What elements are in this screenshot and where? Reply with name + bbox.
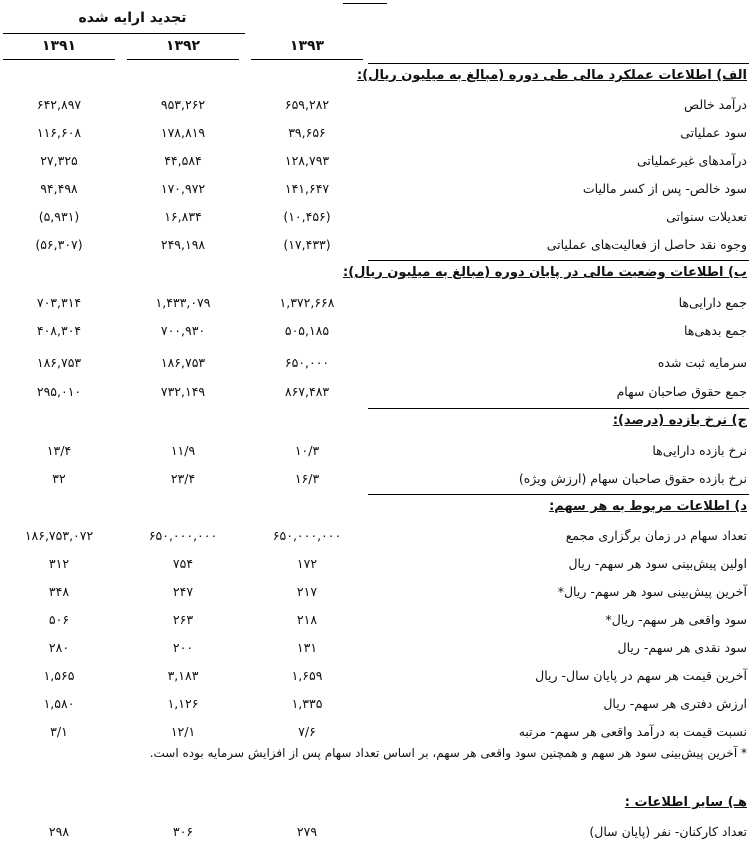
row-label: تعداد سهام در زمان برگزاری مجمع [565, 528, 747, 543]
value-1391: ۳/۱ [50, 724, 68, 739]
value-1392: ۱,۴۳۳,۰۷۹ [155, 295, 211, 310]
table-row [0, 821, 755, 843]
row-label: سرمایه ثبت شده [657, 355, 747, 370]
value-1391: ۶۴۲,۸۹۷ [36, 97, 82, 112]
value-1392: ۷۳۲,۱۴۹ [160, 384, 206, 399]
table-row [0, 122, 755, 144]
value-1393: ۲۱۷ [296, 584, 318, 599]
value-1392: ۷۵۴ [172, 556, 194, 571]
value-1393: ۶۵۰,۰۰۰ [284, 355, 330, 370]
table-row [0, 352, 755, 374]
year-header-1392: ۱۳۹۲ [165, 38, 201, 54]
table-row [0, 665, 755, 687]
value-1393: ۱۴۱,۶۴۷ [284, 181, 330, 196]
row-label: آخرین قیمت هر سهم در پایان سال- ریال [535, 668, 747, 683]
row-label: نسبت قیمت به درآمد واقعی هر سهم- مرتبه [518, 724, 747, 739]
section-d-title: د) اطلاعات مربوط به هر سهم: [549, 499, 747, 514]
value-1393: ۱۷۲ [296, 556, 318, 571]
section-d-topline [368, 494, 749, 495]
table-row [0, 609, 755, 631]
table-row [0, 94, 755, 116]
value-1392: ۳۰۶ [172, 824, 194, 839]
value-1391: ۱۱۶,۶۰۸ [36, 125, 82, 140]
row-label: تعداد کارکنان- نفر (پایان سال) [589, 824, 747, 839]
table-row [0, 553, 755, 575]
value-1392: ۱۷۰,۹۷۲ [160, 181, 206, 196]
value-1391: ۱,۵۸۰ [43, 696, 75, 711]
table-row [0, 320, 755, 342]
value-1391: ۴۰۸,۳۰۴ [36, 323, 82, 338]
value-1393: ۷/۶ [298, 724, 316, 739]
value-1391: ۹۴,۴۹۸ [40, 181, 78, 196]
value-1391: ۳۲ [52, 471, 66, 486]
value-1393: ۲۷۹ [296, 824, 318, 839]
section-c-title: ج) نرخ بازده (درصد): [612, 413, 747, 428]
table-row [0, 721, 755, 743]
row-label: درآمد خالص [684, 97, 747, 112]
value-1392: ۳,۱۸۳ [167, 668, 199, 683]
value-1392: ۶۵۰,۰۰۰,۰۰۰ [148, 528, 218, 543]
table-row [0, 693, 755, 715]
row-label: جمع بدهی‌ها [683, 323, 747, 338]
value-1393: ۶۵۹,۲۸۲ [284, 97, 330, 112]
value-1392: ۴۴,۵۸۴ [164, 153, 202, 168]
row-label: درآمدهای غیرعملیاتی [637, 153, 747, 168]
value-1393: ۱,۳۷۲,۶۶۸ [279, 295, 335, 310]
value-1392: ۱۷۸,۸۱۹ [160, 125, 206, 140]
value-1392: ۹۵۳,۲۶۲ [160, 97, 206, 112]
value-1393: ۱,۳۳۵ [291, 696, 323, 711]
row-label: ارزش دفتری هر سهم- ریال [603, 696, 747, 711]
value-1393: ۳۹,۶۵۶ [288, 125, 326, 140]
footnote: * آخرین پیش‌بینی سود هر سهم و همچنین سود واقعی هر سهم، بر اساس تعداد سهام پس از افزایش سرمایه بوده است. [149, 746, 747, 760]
section-b-topline [368, 260, 749, 261]
value-1393: ۲۱۸ [296, 612, 318, 627]
year-header-1391: ۱۳۹۱ [41, 38, 77, 54]
value-1393: ۱,۶۵۹ [291, 668, 323, 683]
row-label: آخرین پیش‌بینی سود هر سهم- ریال* [557, 584, 747, 599]
value-1392: ۲۶۳ [172, 612, 194, 627]
value-1393: (۱۰,۴۵۶) [283, 209, 331, 224]
value-1393: ۱۰/۳ [294, 443, 320, 458]
section-b-title: ب) اطلاعات وضعیت مالی در پایان دوره (مبالغ به میلیون ریال): [343, 265, 747, 280]
row-label: سود نقدی هر سهم- ریال [617, 640, 747, 655]
value-1391: ۲۹۵,۰۱۰ [36, 384, 82, 399]
value-1392: ۱۱/۹ [170, 443, 196, 458]
row-label: وجوه نقد حاصل از فعالیت‌های عملیاتی [546, 237, 747, 252]
table-row [0, 234, 755, 256]
row-label: نرخ بازده حقوق صاحبان سهام (ارزش ویژه) [518, 471, 747, 486]
year-header-1393: ۱۳۹۳ [289, 38, 325, 54]
value-1393: (۱۷,۴۳۳) [283, 237, 331, 252]
table-row [0, 178, 755, 200]
value-1392: ۲۴۹,۱۹۸ [160, 237, 206, 252]
year-underline [251, 59, 363, 60]
top-rule [343, 3, 387, 4]
row-label: تعدیلات سنواتی [666, 209, 747, 224]
restated-underline [3, 33, 245, 34]
value-1391: ۱۳/۴ [46, 443, 72, 458]
year-underline [3, 59, 115, 60]
value-1391: ۲۷,۳۲۵ [40, 153, 78, 168]
value-1392: ۲۰۰ [172, 640, 194, 655]
value-1391: ۱۸۶,۷۵۳ [36, 355, 82, 370]
value-1393: ۸۶۷,۴۸۳ [284, 384, 330, 399]
table-row [0, 525, 755, 547]
row-label: نرخ بازده دارایی‌ها [652, 443, 747, 458]
value-1392: ۲۴۷ [172, 584, 194, 599]
value-1392: ۱۶,۸۳۴ [164, 209, 202, 224]
value-1391: ۳۴۸ [48, 584, 70, 599]
value-1392: ۱۸۶,۷۵۳ [160, 355, 206, 370]
value-1392: ۱,۱۲۶ [167, 696, 199, 711]
year-underline [127, 59, 239, 60]
table-row [0, 440, 755, 462]
value-1391: ۲۹۸ [48, 824, 70, 839]
row-label: سود واقعی هر سهم- ریال* [605, 612, 747, 627]
row-label: سود خالص- پس از کسر مالیات [582, 181, 747, 196]
value-1393: ۵۰۵,۱۸۵ [284, 323, 330, 338]
value-1391: ۵۰۶ [48, 612, 70, 627]
value-1391: ۱,۵۶۵ [43, 668, 75, 683]
section-e-title: هـ) سایر اطلاعات : [624, 795, 747, 810]
value-1393: ۶۵۰,۰۰۰,۰۰۰ [272, 528, 342, 543]
section-a-topline [368, 63, 749, 64]
value-1393: ۱۶/۳ [294, 471, 320, 486]
table-row [0, 381, 755, 403]
row-label: جمع دارایی‌ها [678, 295, 747, 310]
table-row [0, 581, 755, 603]
restated-header: تجدید ارایه شده [78, 10, 187, 26]
table-row [0, 637, 755, 659]
section-c-topline [368, 408, 749, 409]
table-row [0, 206, 755, 228]
value-1393: ۱۳۱ [296, 640, 318, 655]
value-1392: ۱۲/۱ [170, 724, 196, 739]
value-1393: ۱۲۸,۷۹۳ [284, 153, 330, 168]
value-1391: ۱۸۶,۷۵۳,۰۷۲ [24, 528, 94, 543]
value-1391: ۷۰۳,۳۱۴ [36, 295, 82, 310]
value-1391: ۲۸۰ [48, 640, 70, 655]
table-row [0, 292, 755, 314]
row-label: سود عملیاتی [680, 125, 747, 140]
value-1391: ۳۱۲ [48, 556, 70, 571]
section-a-title: الف) اطلاعات عملکرد مالی طی دوره (مبالغ به میلیون ریال): [357, 68, 747, 83]
value-1392: ۲۳/۴ [170, 471, 196, 486]
table-row [0, 468, 755, 490]
table-row [0, 150, 755, 172]
value-1391: (۵۶,۳۰۷) [35, 237, 83, 252]
row-label: اولین پیش‌بینی سود هر سهم- ریال [568, 556, 747, 571]
value-1391: (۵,۹۳۱) [38, 209, 80, 224]
row-label: جمع حقوق صاحبان سهام [616, 384, 747, 399]
value-1392: ۷۰۰,۹۳۰ [160, 323, 206, 338]
